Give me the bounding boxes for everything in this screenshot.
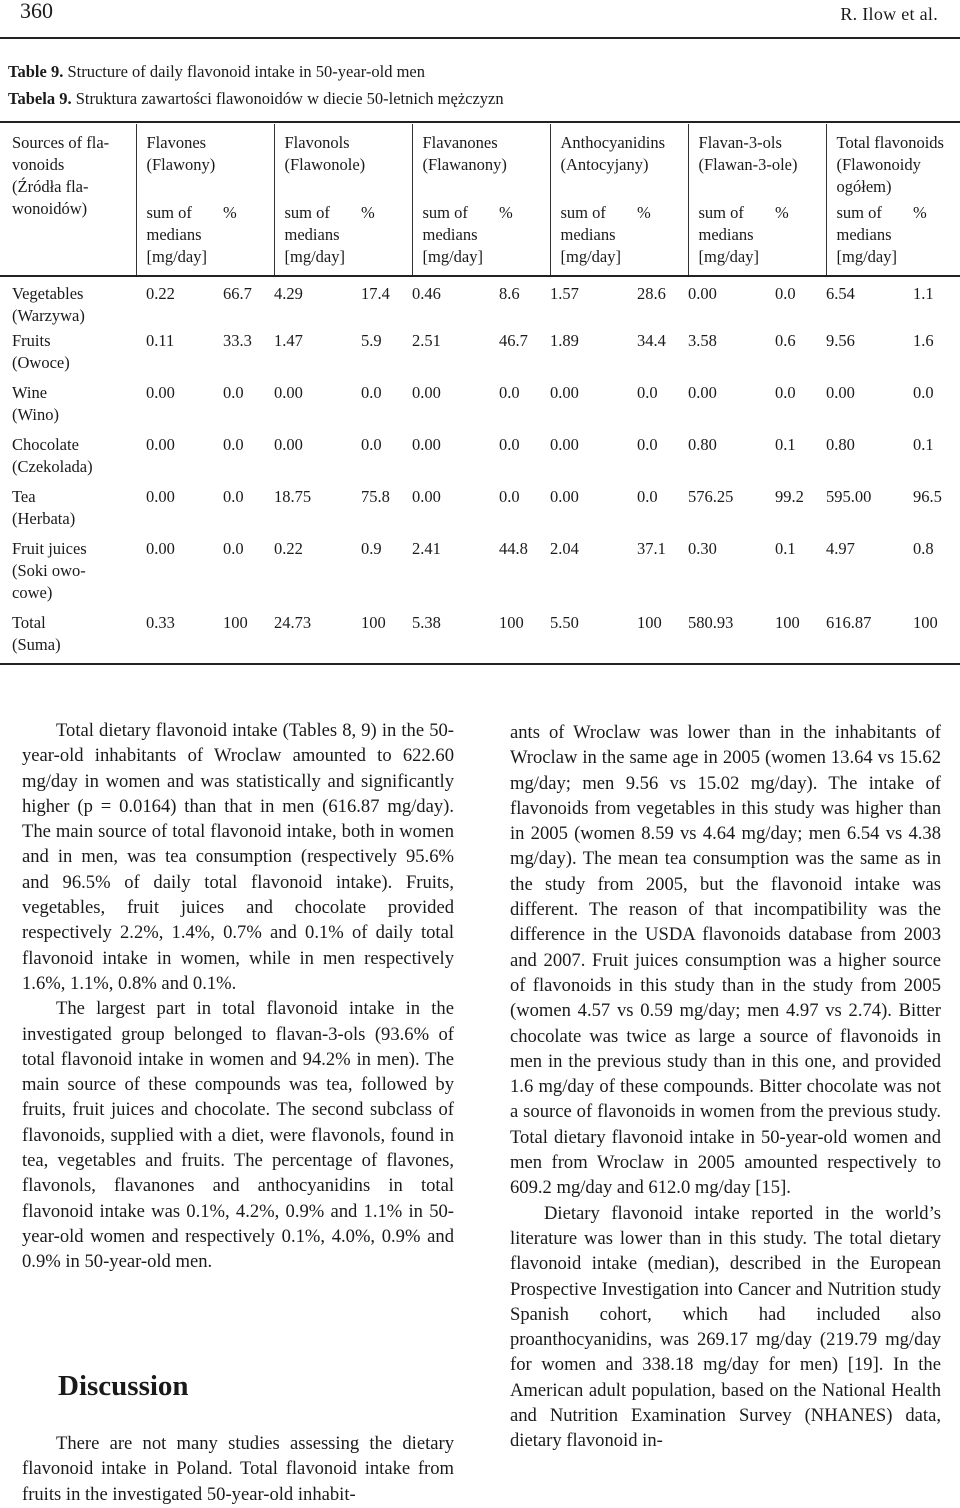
paragraph: ants of Wroclaw was lower than in the inhabitants of Wroclaw in the same age in 2005 (women 13.64 vs 15.62 mg/day; men 9.56 vs 15.02 mg/day). The intake of flavonoids from vegetables in this study was higher than in 2005 (women 8.59 vs 4.64 mg/day; men 6.54 vs 4.38 mg/day). The mean tea consumption was the same as in the study from 2005, but the flavonoid intake was different. The reason of that incompatibility was the difference in the USDA flavonoids database from 2003 and 2007. Fruit juices consumption was a higher source of flavonoids in this study than in the study from 2005 (women 4.57 vs 0.59 mg/day; men 4.97 vs 2.74). Bitter chocolate was twice as large a source of flavonoids in men in the previous study than in this one, and provided 1.6 mg/day of these compounds. Bitter chocolate was not a source of flavonoids in women from the previous study. Total dietary flavonoid intake in 50-year-old women and men from Wroclaw in 2005 amounted respectively to 609.2 mg/day and 612.0 mg/day [15]. [510,722,941,1199]
source-header-line: wonoidów) [12,199,88,218]
cell-percent: 100 [775,610,826,664]
source-header-line: (Źródła fla- [12,177,89,196]
row-source-line: Wine [12,383,48,402]
subheader-percent: % [361,198,412,276]
row-source [0,536,136,610]
cell-sum-of-medians: 616.87 [826,610,913,664]
row-source-line: Fruit juices [12,539,87,558]
cell-sum-of-medians: 0.30 [688,539,717,558]
cell-percent: 0.8 [913,539,934,558]
cell-sum-of-medians: 0.00 [146,435,175,454]
group-name-pl: (Flawonoidy [836,155,921,174]
row-source-line: (Czekolada) [12,457,93,476]
group-name: Flavonols [284,133,350,152]
subheader-line: medians [836,225,892,244]
subheader-line: [mg/day] [284,247,345,266]
subheader-line: sum of [146,203,192,222]
cell-sum-of-medians: 2.04 [550,539,579,558]
subheader-line: [mg/day] [698,247,759,266]
cell-sum-of-medians: 9.56 [826,331,855,350]
cell-percent: 0.0 [223,539,244,558]
cell-sum-of-medians: 0.22 [146,284,175,303]
group-name-pl: (Antocyjany) [560,155,649,174]
cell-sum-of-medians: 2.41 [412,539,441,558]
row-source-line: Chocolate [12,435,79,454]
subheader-sum-of-medians [688,198,775,276]
group-name: Flavones [146,133,207,152]
group-header-flavan-3-ols [688,124,826,198]
row-source [0,484,136,536]
table-caption-pl [8,89,504,109]
cell-sum-of-medians: 576.25 [688,487,734,506]
table-caption-en [8,62,425,82]
group-name-pl: ogółem) [836,177,892,196]
cell-sum-of-medians: 6.54 [826,284,855,303]
cell-percent: 0.0 [775,284,796,303]
cell-sum-of-medians: 580.93 [688,610,775,664]
row-source-line: Fruits [12,331,51,350]
cell-percent: 46.7 [499,331,528,350]
cell-sum-of-medians: 1.89 [550,331,579,350]
cell-sum-of-medians: 0.00 [146,539,175,558]
cell-sum-of-medians: 5.38 [412,610,499,664]
caption-text: Structure of daily flavonoid intake in 50-year-old men [63,62,425,81]
cell-percent: 0.0 [499,383,520,402]
subheader-line: medians [560,225,616,244]
subheader-percent: % [223,198,274,276]
cell-percent: 0.0 [499,487,520,506]
cell-percent: 99.2 [775,487,804,506]
cell-sum-of-medians: 0.00 [146,487,175,506]
cell-sum-of-medians: 0.80 [826,435,855,454]
subheader-percent: % [913,198,960,276]
cell-percent: 33.3 [223,331,252,350]
cell-sum-of-medians: 0.00 [688,383,717,402]
left-column-discussion [22,1431,454,1507]
cell-percent: 0.0 [361,435,382,454]
cell-percent: 44.8 [499,539,528,558]
cell-sum-of-medians: 5.50 [550,610,637,664]
cell-percent: 8.6 [499,284,520,303]
subheader-percent: % [775,198,826,276]
group-name: Flavanones [422,133,498,152]
table-row [0,484,960,536]
row-source [0,380,136,432]
cell-percent: 0.1 [775,435,796,454]
group-name: Flavan-3-ols [698,133,782,152]
row-source [0,276,136,328]
subheader-percent: % [637,198,688,276]
cell-sum-of-medians: 2.51 [412,331,441,350]
cell-percent: 0.0 [223,383,244,402]
row-source-line: cowe) [12,583,53,602]
subheader-line: sum of [284,203,330,222]
paragraph: Total dietary flavonoid intake (Tables 8, 9) in the 50-year-old inhabitants of Wroclaw amounted to 622.60 mg/day in women and was statistically and significantly higher (p = 0.0164) than that in men (616.87 mg/day). The main source of total flavonoid intake, both in women and in men, was tea consumption (respectively 95.6% and 96.5% of daily total flavonoid intake). Fruits, vegetables, fruit juices and chocolate provided respectively 2.2%, 1.4%, 0.7% and 0.1% of daily total flavonoid intake in women, while in men respectively 1.6%, 1.1%, 0.8% and 0.1%. [22,720,454,994]
row-source [0,432,136,484]
paragraph: Dietary flavonoid intake reported in the world’s literature was lower than in this study. The total dietary flavonoid intake (median), described in the European Prospective Investigation into Cancer and Nutrition study Spanish cohort, which had included also proanthocyanidins, was 269.17 mg/day (219.79 mg/day for women and 338.18 mg/day for men) [19]. In the American adult population, based on the National Health and Nutrition Examination Survey (NHANES) data, dietary flavonoid in- [510,1202,941,1452]
cell-percent: 100 [499,610,550,664]
subheader-line: medians [146,225,202,244]
group-name-pl: (Flawan-3-ole) [698,155,798,174]
caption-label: Tabela 9. [8,89,72,108]
group-name: Anthocyanidins [560,133,666,152]
subheader-line: sum of [422,203,468,222]
paragraph: The largest part in total flavonoid intake in the investigated group belonged to flavan-3-ols (93.6% of total flavonoid intake in women and 94.2% in men). The main source of these compounds was tea, followed by fruits, fruit juices and chocolate. The second subclass of flavonoids, supplied with a diet, were flavonols, found in tea, vegetables and fruits. The percentage of flavones, flavonols, flavanones and anthocyanidins in total flavonoid intake was 0.1%, 4.2%, 0.9% and 1.1% in 50-year-old women and respectively 0.1%, 4.0%, 0.9% and 0.9% in 50-year-old men. [22,998,454,1273]
table-row [0,276,960,328]
cell-sum-of-medians: 0.00 [412,383,441,402]
row-source [0,610,136,664]
cell-percent: 0.6 [775,331,796,350]
row-source-line: (Warzywa) [12,306,85,325]
cell-sum-of-medians: 0.00 [826,383,855,402]
cell-percent: 96.5 [913,487,942,506]
subheader-line: medians [284,225,340,244]
table-row [0,328,960,380]
cell-sum-of-medians: 0.11 [146,331,175,350]
subheader-sum-of-medians [136,198,223,276]
subheader-line: [mg/day] [422,247,483,266]
cell-percent: 0.0 [361,383,382,402]
paragraph: There are not many studies assessing the dietary flavonoid intake in Poland. Total flavonoid intake from fruits in the investigated 50-year-old inhabit- [22,1433,454,1505]
row-source-line: Total [12,613,46,632]
caption-label: Table 9. [8,62,64,81]
cell-percent: 75.8 [361,487,390,506]
right-column [510,720,941,1454]
cell-sum-of-medians: 3.58 [688,331,717,350]
cell-percent: 0.0 [775,383,796,402]
cell-percent: 0.0 [223,435,244,454]
cell-percent: 100 [913,610,960,664]
source-header-line: vonoids [12,155,65,174]
cell-percent: 0.0 [637,435,658,454]
row-source-line: (Suma) [12,635,61,654]
row-source-line: (Herbata) [12,509,76,528]
cell-sum-of-medians: 595.00 [826,487,872,506]
cell-sum-of-medians: 18.75 [274,487,312,506]
subheader-line: sum of [698,203,744,222]
subheader-sum-of-medians [550,198,637,276]
cell-sum-of-medians: 1.47 [274,331,303,350]
row-source-line: (Soki owo- [12,561,86,580]
group-name: Total flavonoids [836,133,944,152]
cell-sum-of-medians: 0.46 [412,284,441,303]
subheader-line: sum of [836,203,882,222]
cell-percent: 0.1 [775,539,796,558]
row-source-line: (Owoce) [12,353,70,372]
cell-sum-of-medians: 0.00 [550,487,579,506]
cell-sum-of-medians: 0.00 [412,487,441,506]
group-header-flavones [136,124,274,198]
cell-percent: 0.1 [913,435,934,454]
table-subheader-row [0,198,960,276]
subheader-line: sum of [560,203,606,222]
group-header-total [826,124,960,198]
subheader-line: medians [422,225,478,244]
running-head: R. Ilow et al. [840,4,938,24]
cell-sum-of-medians: 24.73 [274,610,361,664]
subheader-sum-of-medians [826,198,913,276]
header-rule [0,37,960,39]
cell-sum-of-medians: 1.57 [550,284,579,303]
subheader-percent: % [499,198,550,276]
row-source [0,328,136,380]
source-header-line: Sources of fla- [12,133,110,152]
page-number: 360 [20,0,53,23]
subheader-sum-of-medians [412,198,499,276]
cell-percent: 1.1 [913,284,934,303]
cell-percent: 34.4 [637,331,666,350]
cell-percent: 0.0 [913,383,934,402]
table-row [0,432,960,484]
row-source-line: Tea [12,487,36,506]
cell-sum-of-medians: 0.22 [274,539,303,558]
group-name-pl: (Flawanony) [422,155,507,174]
cell-percent: 5.9 [361,331,382,350]
group-header-flavanones [412,124,550,198]
cell-sum-of-medians: 0.80 [688,435,717,454]
group-header-anthocyanidins [550,124,688,198]
cell-percent: 0.0 [637,487,658,506]
cell-percent: 0.0 [223,487,244,506]
source-header [0,124,136,276]
subheader-line: [mg/day] [560,247,621,266]
cell-percent: 100 [223,610,274,664]
cell-percent: 0.9 [361,539,382,558]
subheader-line: [mg/day] [836,247,897,266]
cell-percent: 100 [637,610,688,664]
cell-sum-of-medians: 0.00 [146,383,175,402]
subheader-line: [mg/day] [146,247,207,266]
group-name-pl: (Flawonole) [284,155,366,174]
cell-percent: 17.4 [361,284,390,303]
cell-percent: 66.7 [223,284,252,303]
cell-percent: 0.0 [637,383,658,402]
cell-percent: 37.1 [637,539,666,558]
caption-text: Struktura zawartości flawonoidów w diecie 50-letnich mężczyzn [71,89,504,108]
row-source-line: (Wino) [12,405,59,424]
table-top-rule [0,121,960,123]
cell-percent: 28.6 [637,284,666,303]
left-column [22,718,454,1275]
group-name-pl: (Flawony) [146,155,216,174]
section-heading-discussion: Discussion [58,1370,189,1402]
cell-percent: 100 [361,610,412,664]
table-row [0,380,960,432]
cell-sum-of-medians: 0.00 [274,383,303,402]
table-row [0,536,960,610]
subheader-sum-of-medians [274,198,361,276]
cell-sum-of-medians: 0.33 [136,610,223,664]
flavonoid-table [0,124,960,665]
cell-sum-of-medians: 4.97 [826,539,855,558]
table-row [0,610,960,664]
cell-sum-of-medians: 4.29 [274,284,303,303]
cell-sum-of-medians: 0.00 [688,284,717,303]
row-source-line: Vegetables [12,284,84,303]
table-header-row [0,124,960,198]
cell-percent: 0.0 [499,435,520,454]
cell-sum-of-medians: 0.00 [550,435,579,454]
cell-sum-of-medians: 0.00 [412,435,441,454]
subheader-line: medians [698,225,754,244]
group-header-flavonols [274,124,412,198]
cell-percent: 1.6 [913,331,934,350]
cell-sum-of-medians: 0.00 [550,383,579,402]
cell-sum-of-medians: 0.00 [274,435,303,454]
